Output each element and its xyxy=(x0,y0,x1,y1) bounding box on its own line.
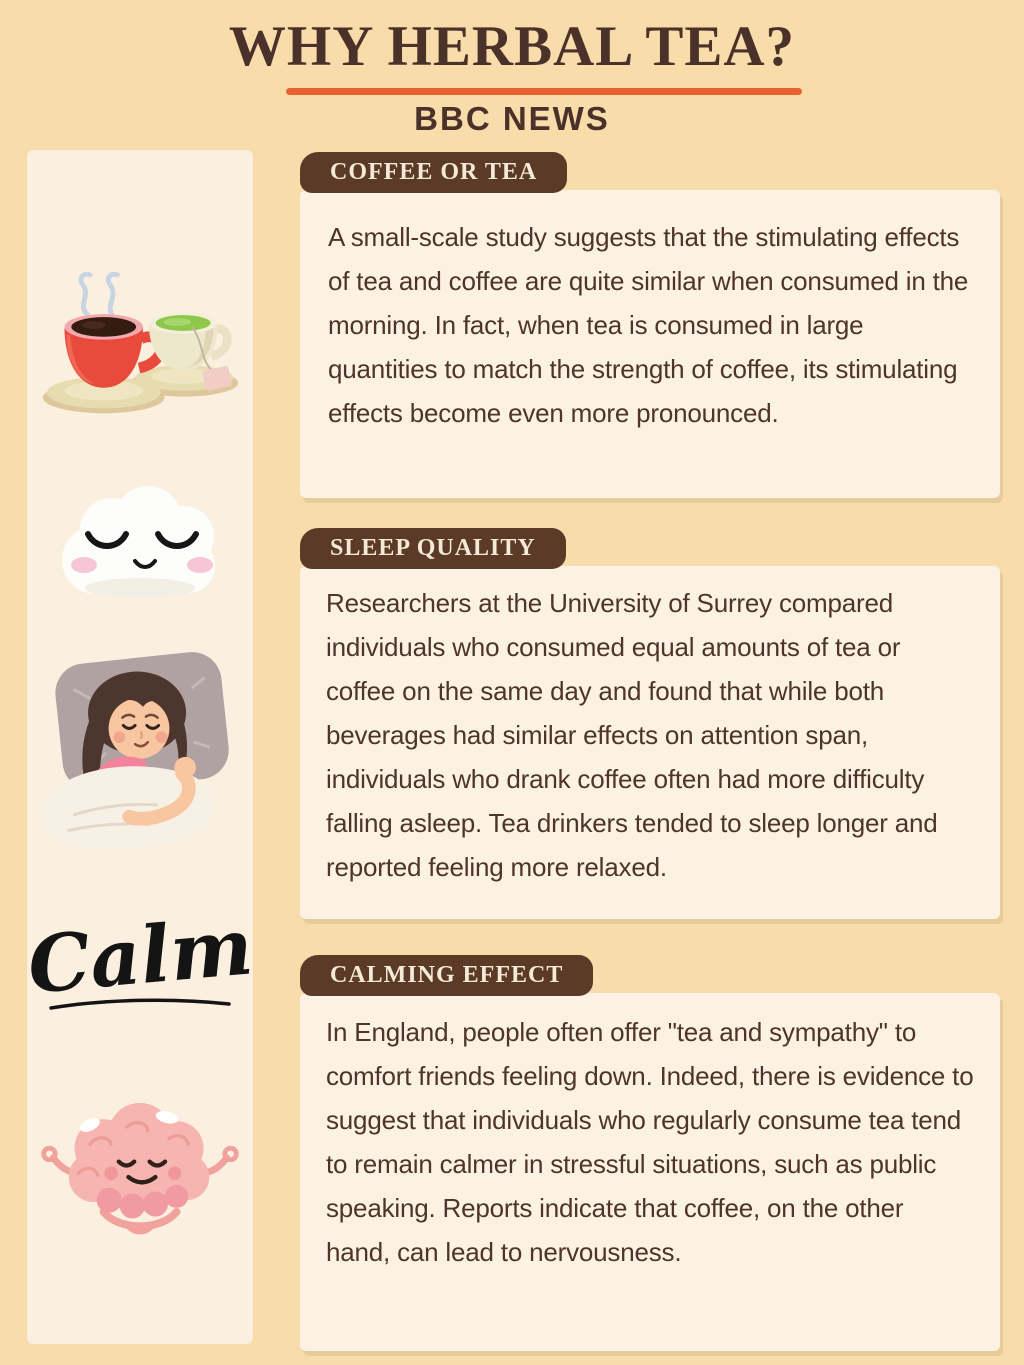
section-label-sleep-quality: SLEEP QUALITY xyxy=(300,528,566,569)
section-panel-sleep-quality xyxy=(300,566,1000,919)
subtitle: BBC NEWS xyxy=(414,100,610,137)
brain-icon xyxy=(34,1088,246,1243)
page-title: WHY HERBAL TEA? xyxy=(228,15,796,78)
sleeping-woman-illustration xyxy=(27,642,253,858)
coffee-and-tea-illustration xyxy=(27,268,253,430)
section-label-coffee-or-tea: COFFEE OR TEA xyxy=(300,152,567,193)
illustration-column xyxy=(24,150,256,1344)
section-body-coffee-or-tea: A small-scale study suggests that the stimulating effects of tea and coffee are quite similar when consumed in the morning. In fact, when tea is consumed in large quantities to match the strength of coffee, its stimulating effects become even more pronounced. xyxy=(328,222,969,428)
section-panel-calming-effect xyxy=(300,993,1000,1351)
section-label-calming-effect: CALMING EFFECT xyxy=(300,955,593,996)
section-body-sleep-quality: Researchers at the University of Surrey compared individuals who consumed equal amounts of tea or coffee on the same day and found that while both beverages had similar effects on attention span, individuals who drank coffee often had more difficulty falling asleep. Tea drinkers tended to sleep longer and reported feeling more relaxed. xyxy=(326,588,938,882)
section-panel-coffee-or-tea xyxy=(300,190,1000,498)
meditating-brain-illustration xyxy=(27,1088,253,1243)
calm-lettering-illustration xyxy=(24,901,256,1088)
sleeping-woman-icon xyxy=(37,642,243,858)
coffee-tea-icon xyxy=(37,268,243,430)
calm-word: Calm xyxy=(24,901,256,1012)
sleeping-cloud-illustration xyxy=(27,472,253,622)
title-underline xyxy=(286,88,802,95)
cloud-icon xyxy=(40,472,240,622)
section-body-calming-effect: In England, people often offer "tea and sympathy" to comfort friends feeling down. Indeed, there is evidence to suggest that individuals who regularly consume tea tend to remain calmer in stressful situations, such as public speaking. Reports indicate that coffee, on the other hand, can lead to nervousness. xyxy=(326,1017,974,1267)
